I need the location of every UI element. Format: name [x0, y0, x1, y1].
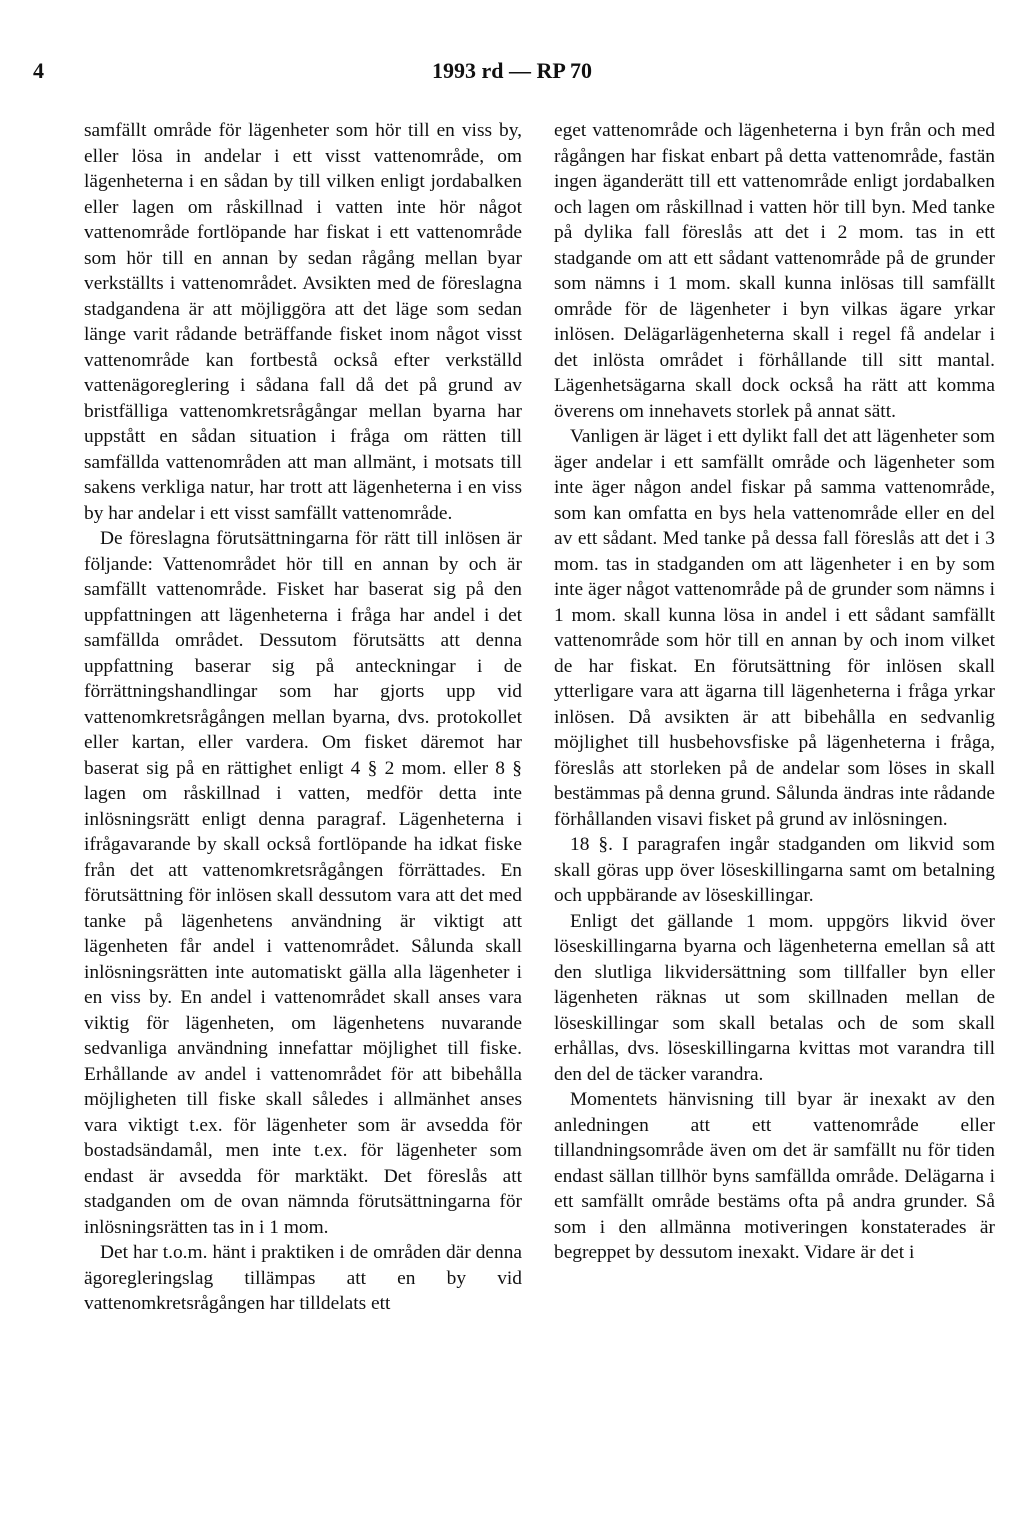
- paragraph: Enligt det gällande 1 mom. uppgörs likvid över löseskillingarna byarna och lägenheterna emellan så att den slutliga likvidersättning som tillfaller byn eller lägenheten räknas ut som skillnaden mellan de löseskillingar som skall betalas och de som skall erhållas, dvs. löseskillingarna kvittas mot varandra till den del de täcker varandra.: [554, 910, 995, 1085]
- running-title: 1993 rd — RP 70: [431, 58, 593, 83]
- paragraph: 18 §. I paragrafen ingår stadganden om likvid som skall göras upp över löseskillingarna samt om betalning och uppbärande av löseskillingar.: [554, 834, 995, 906]
- right-column: [554, 118, 995, 1266]
- page-number: 4: [33, 58, 44, 83]
- paragraph: De föreslagna förutsättningarna för rätt till inlösen är följande: Vattenområdet hör till en annan by och är samfällt vattenområde. Fisket har baserat sig på den uppfattningen att lägenheterna i fråga har andel i det samfällda området. Dessutom förutsätts att denna uppfattning baserar sig på anteckningar i de förrättningshandlingar som har gjorts upp vid vattenomkretsrågången mellan byarna, dvs. protokollet eller kartan, eller vardera. Om fisket däremot har baserat sig på en rättighet enligt 4 § 2 mom. eller 8 § lagen om råskillnad i vatten, medför detta inte inlösningsrätt enligt denna paragraf. Lägenheterna i ifrågavarande by skall också fortlöpande ha idkat fiske från det att vattenomkretsrågången förrättades. En förutsättning för inlösen skall dessutom vara att det med tanke på lägenhetens användning är viktigt att lägenheten får andel i vattenområdet. Sålunda skall inlösningsrätten inte automatiskt gälla alla lägenheter i en viss by. En andel i vattenområdet skall anses vara viktig för lägenheten, om lägenhetens nuvarande sedvanliga användning innefattar möjlighet till fiske. Erhållande av andel i vattenområdet för att bibehålla möjligheten till fiske skall således i allmänhet anses vara viktigt t.ex. för lägenheter som är avsedda för bostadsändamål, men inte t.ex. för lägenheter som endast är avsedda för marktäkt. Det föreslås att stadganden om de ovan nämnda förutsättningarna för inlösningsrätten tas in i 1 mom.: [84, 528, 522, 1238]
- paragraph: Det har t.o.m. hänt i praktiken i de områden där denna ägoregleringslag tillämpas att en by vid vattenomkretsrågången har tilldelats ett: [84, 1242, 522, 1314]
- paragraph: eget vattenområde och lägenheterna i byn från och med rågången har fiskat enbart på detta vattenområde, fastän ingen äganderätt till ett vattenområde enligt jordabalken och lagen om råskillnad i vatten hör till byn. Med tanke på dylika fall föreslås att det i 2 mom. tas in ett stadgande om att ett sådant vattenområde på de grunder som nämns i 1 mom. skall kunna inlösas till samfällt område för de lägenheter i byn vilkas ägare yrkar inlösen. Delägarlägenheterna skall i regel få andelar i det inlösta området i förhållande till sitt mantal. Lägenhetsägarna skall dock också ha rätt att komma överens om innehavets storlek på annat sätt.: [554, 120, 995, 422]
- paragraph: samfällt område för lägenheter som hör till en viss by, eller lösa in andelar i ett visst vattenområde, om lägenheterna i en sådan by till vilken enligt jordabalken eller lagen om råskillnad i vatten inte hör något vattenområde fortlöpande har fiskat i ett vattenområde som hör till en annan by sedan rågång mellan byar verkställts i vattenområdet. Avsikten med de föreslagna stadgandena är att möjliggöra att det läge som sedan länge varit rådande beträffande fisket inom något visst vattenområde kan fortbestå också efter verkställd vattenägoreglering i sådana fall då det på grund av bristfälliga vattenomkretsrågångar mellan byarna har uppstått en sådan situation i fråga om rätten till samfällda vattenområden att man allmänt, i motsats till sakens verkliga natur, har trott att lägenheterna i en viss by har andelar i ett visst samfällt vattenområde.: [84, 120, 522, 524]
- left-column: [84, 118, 522, 1317]
- page-header: [0, 58, 1024, 92]
- paragraph: Vanligen är läget i ett dylikt fall det att lägenheter som äger andelar i ett samfällt område och lägenheter som inte äger någon andel fiskar på samma vattenområde, som kan omfatta en bys hela vattenområde eller en del av ett sådant. Med tanke på dessa fall föreslås att det i 3 mom. tas in stadganden om att lägenheter i en by som inte äger något vattenområde på de grunder som nämns i 1 mom. skall kunna lösa in andel i ett sådant samfällt vattenområde som hör till en annan by och inom vilket de har fiskat. En förutsättning för inlösen skall ytterligare vara att ägarna till lägenheterna i fråga yrkar inlösen. Då avsikten är att bibehålla en sedvanlig möjlighet till husbehovsfiske på lägenheterna i fråga, föreslås att storleken på de andelar som löses in skall bestämmas på denna grund. Sålunda ändras inte rådande förhållanden visavi fisket på grund av inlösningen.: [554, 426, 995, 830]
- paragraph: Momentets hänvisning till byar är inexakt av den anledningen att ett vattenområde eller tillandningsområde även om det är samfällt nu för tiden endast sällan tillhör byns samfällda område. Delägarna i ett samfällt område bestäms ofta på andra grunder. Så som i den allmänna motiveringen konstaterades är begreppet by dessutom inexakt. Vidare är det i: [554, 1089, 995, 1263]
